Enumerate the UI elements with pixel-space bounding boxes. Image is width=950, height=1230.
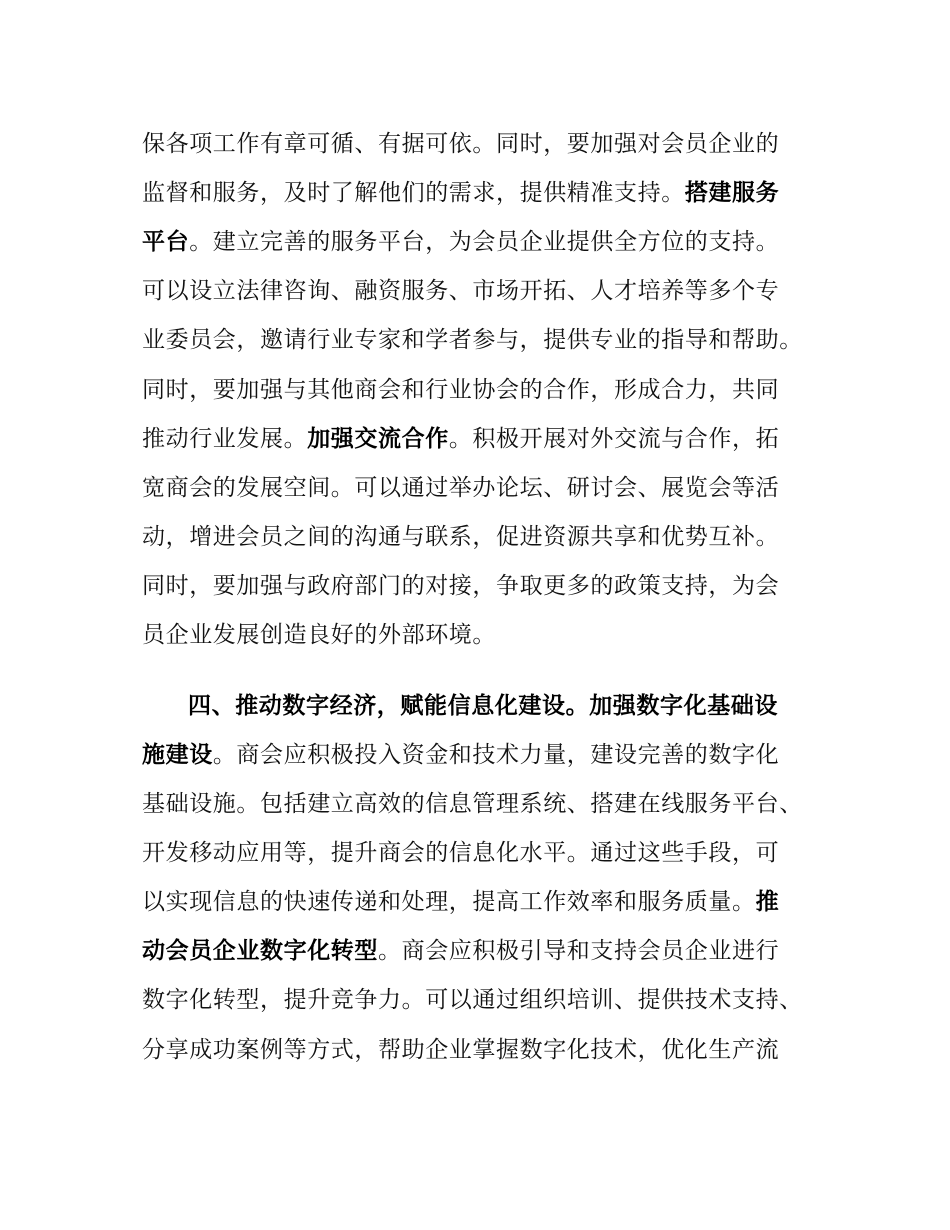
text-segment: 员企业发展创造良好的外部环境。: [142, 622, 496, 648]
text-segment: 。积极开展对外交流与合作，拓: [448, 426, 780, 452]
text-line: [142, 173, 822, 213]
bold-heading-segment: 搭建服务: [684, 180, 780, 206]
text-segment: 监督和服务，及时了解他们的需求，提供精准支持。: [142, 180, 685, 206]
section-heading-line: [188, 686, 822, 726]
text-segment: 。商会应积极引导和支持会员企业进行: [378, 938, 780, 964]
text-line: [142, 124, 822, 164]
bold-heading-segment: 动会员企业数字化转型: [142, 938, 378, 964]
text-segment: 同时，要加强与其他商会和行业协会的合作，形成合力，共同: [142, 377, 780, 403]
text-line: [142, 468, 822, 508]
text-segment: 可以设立法律咨询、融资服务、市场开拓、人才培养等多个专: [142, 278, 780, 304]
text-line: [142, 222, 822, 262]
bold-heading-segment: 推: [755, 889, 780, 915]
bold-heading-segment: 平台: [142, 229, 190, 255]
section-heading: 四、推动数字经济，赋能信息化建设。加强数字化基础设: [188, 693, 778, 719]
text-line: [142, 271, 822, 311]
text-line: [142, 517, 822, 557]
text-segment: 数字化转型，提升竞争力。可以通过组织培训、提供技术支持、: [142, 987, 803, 1013]
text-segment: 以实现信息的快速传递和处理，提高工作效率和服务质量。: [142, 889, 756, 915]
text-segment: 。商会应积极投入资金和技术力量，建设完善的数字化: [212, 742, 780, 768]
text-segment: 同时，要加强与政府部门的对接，争取更多的政策支持，为会: [142, 573, 780, 599]
text-line: [142, 735, 822, 775]
text-line: [142, 419, 822, 459]
text-segment: 。建立完善的服务平台，为会员企业提供全方位的支持。: [189, 229, 780, 255]
text-segment: 保各项工作有章可循、有据可依。同时，要加强对会员企业的: [142, 131, 780, 157]
text-line: [142, 615, 822, 655]
text-segment: 开发移动应用等，提升商会的信息化水平。通过这些手段，可: [142, 840, 780, 866]
text-line: [142, 566, 822, 606]
bold-heading-segment: 施建设: [142, 742, 213, 768]
text-line: [142, 980, 822, 1020]
text-line: [142, 1030, 822, 1070]
text-segment: 基础设施。包括建立高效的信息管理系统、搭建在线服务平台、: [142, 791, 803, 817]
text-segment: 业委员会，邀请行业专家和学者参与，提供专业的指导和帮助。: [142, 327, 803, 353]
bold-heading-segment: 加强交流合作: [307, 426, 449, 452]
text-line: [142, 784, 822, 824]
text-line: [142, 370, 822, 410]
text-line: [142, 320, 822, 360]
text-line: [142, 833, 822, 873]
text-segment: 动，增进会员之间的沟通与联系，促进资源共享和优势互补。: [142, 524, 780, 550]
text-segment: 推动行业发展。: [142, 426, 308, 452]
text-segment: 分享成功案例等方式，帮助企业掌握数字化技术，优化生产流: [142, 1037, 780, 1063]
text-line: [142, 931, 822, 971]
text-line: [142, 882, 822, 922]
text-segment: 宽商会的发展空间。可以通过举办论坛、研讨会、展览会等活: [142, 475, 780, 501]
